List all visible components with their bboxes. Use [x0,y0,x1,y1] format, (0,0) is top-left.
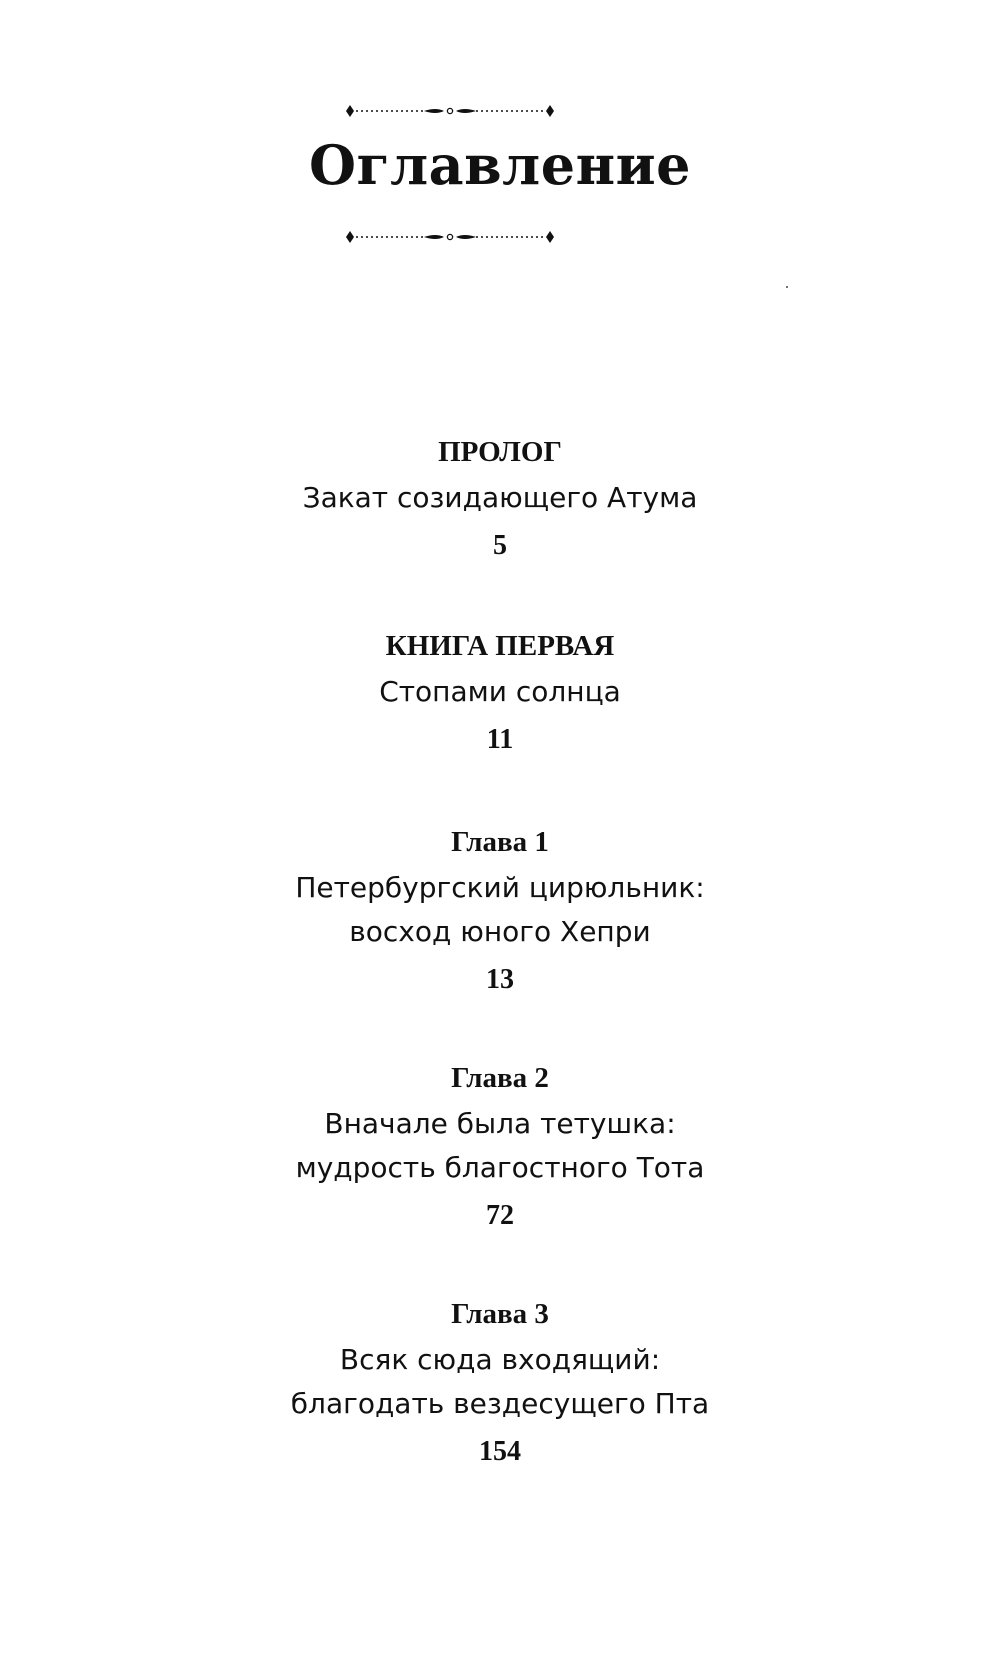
entry-page-number: 72 [486,1200,514,1231]
entry-page-number: 13 [486,964,514,995]
toc-entry-chapter-2[interactable] [0,1058,1000,1236]
entry-subtitle-line: Стопами солнца [379,675,621,708]
toc-entry-book-one[interactable] [0,626,1000,760]
entry-heading: Глава 1 [451,826,549,858]
entry-subtitle-line: благодать вездесущего Пта [290,1387,710,1420]
entry-subtitle-line: Всяк сюда входящий: [339,1343,661,1376]
entry-heading: Глава 2 [451,1062,549,1094]
entry-page-number: 154 [479,1436,521,1467]
entry-heading: КНИГА ПЕРВАЯ [385,630,615,662]
entry-heading: Глава 3 [451,1298,549,1330]
entry-subtitle-line: Вначале была тетушка: [324,1107,676,1140]
top-ornament-divider [340,101,560,121]
entry-heading: ПРОЛОГ [438,436,562,468]
entry-subtitle-line: Закат созидающего Атума [302,481,698,514]
toc-entry-chapter-1[interactable] [0,822,1000,1000]
entry-subtitle-line: Петербургский цирюльник: [295,871,705,904]
page-title: Оглавление [308,133,692,197]
print-speck [786,286,788,288]
toc-entry-chapter-3[interactable] [0,1294,1000,1472]
entry-subtitle-line: восход юного Хепри [349,915,651,948]
bottom-ornament-divider [340,227,560,247]
entry-page-number: 11 [486,724,514,755]
toc-entry-prologue[interactable] [0,432,1000,566]
entry-subtitle-line: мудрость благостного Тота [295,1151,705,1184]
entry-page-number: 5 [493,530,507,561]
